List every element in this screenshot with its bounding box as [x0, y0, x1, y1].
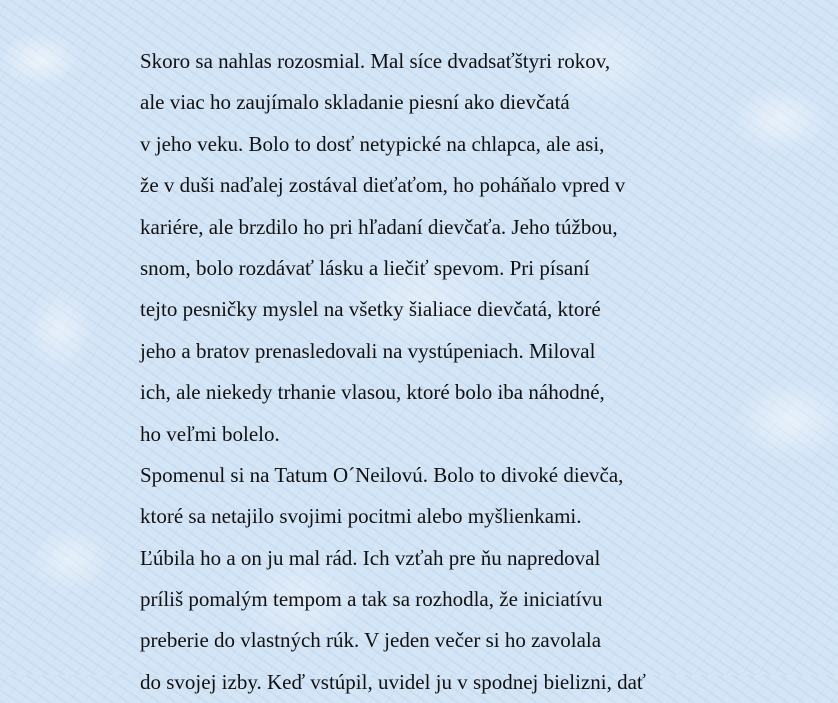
text-line: Spomenul si na Tatum O´Neilovú. Bolo to divoké dievča, — [140, 462, 624, 487]
text-body — [140, 41, 720, 703]
text-line: príliš pomalým tempom a tak sa rozhodla, že iniciatívu — [140, 587, 603, 612]
text-line: ich, ale niekedy trhanie vlasou, ktoré bolo iba náhodné, — [140, 380, 605, 405]
text-line: ho veľmi bolelo. — [140, 421, 280, 446]
text-line: v jeho veku. Bolo to dosť netypické na chlapca, ale asi, — [140, 131, 605, 156]
text-line: Skoro sa nahlas rozosmial. Mal síce dvadsaťštyri rokov, — [140, 49, 611, 73]
text-line: že v duši naďalej zostával dieťaťom, ho poháňalo vpred v — [140, 173, 626, 198]
text-line: ale viac ho zaujímalo skladanie piesní ako dievčatá — [140, 90, 570, 115]
text-line: Ľúbila ho a on ju mal rád. Ich vzťah pre ňu napredoval — [140, 545, 601, 570]
text-line: jeho a bratov prenasledovali na vystúpeniach. Miloval — [140, 338, 596, 363]
text-line: tejto pesničky myslel na všetky šialiace dievčatá, ktoré — [140, 297, 601, 322]
text-line: ktoré sa netajilo svojimi pocitmi alebo myšlienkami. — [140, 504, 582, 529]
text-line: kariére, ale brzdilo ho pri hľadaní dievčaťa. Jeho túžbou, — [140, 214, 618, 239]
text-line: do svojej izby. Keď vstúpil, uvidel ju v spodnej bielizni, dať — [140, 669, 646, 694]
text-line: preberie do vlastných rúk. V jeden večer si ho zavolala — [140, 628, 602, 653]
text-line: snom, bolo rozdávať lásku a liečiť spevom. Pri písaní — [140, 255, 590, 280]
